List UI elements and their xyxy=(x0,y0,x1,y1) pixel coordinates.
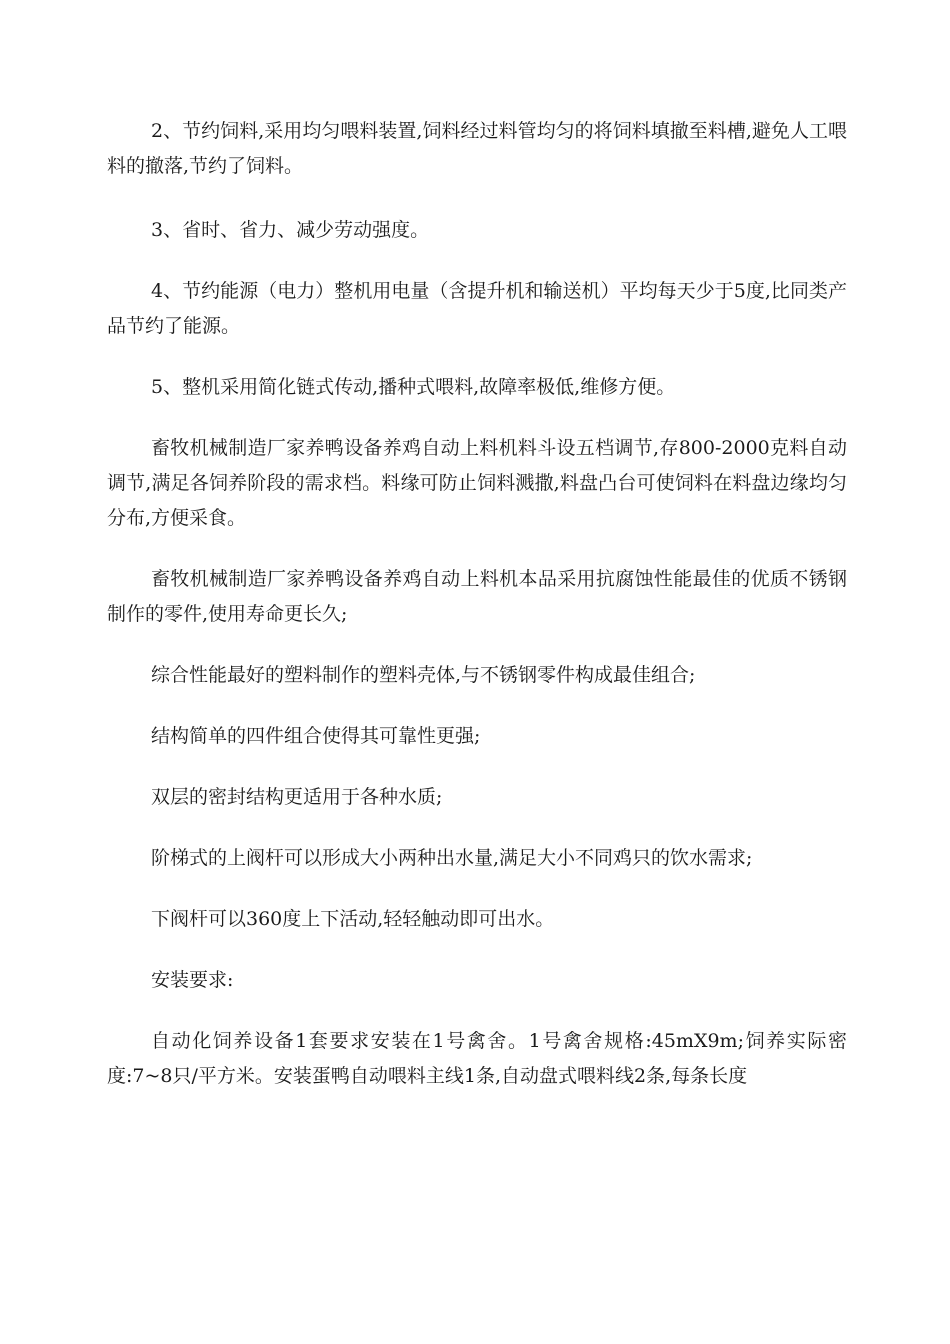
document-body xyxy=(107,114,847,1120)
paragraph-hopper-adjustment: 畜牧机械制造厂家养鸭设备养鸡自动上料机料斗设五档调节,存800-2000克料自动调节,满足各饲养阶段的需求档。料缘可防止饲料溅撒,料盘凸台可使饲料在料盘边缘均匀分布,方便采食。 xyxy=(107,437,847,529)
paragraph-four-part-structure: 结构简单的四件组合使得其可靠性更强; xyxy=(151,725,481,747)
paragraph-lower-valve: 下阀杆可以360度上下活动,轻轻触动即可出水。 xyxy=(151,908,555,930)
paragraph-labor-saving: 3、省时、省力、减少劳动强度。 xyxy=(151,219,430,241)
paragraph-chain-drive: 5、整机采用简化链式传动,播种式喂料,故障率极低,维修方便。 xyxy=(151,376,676,398)
paragraph-plastic-shell: 综合性能最好的塑料制作的塑料壳体,与不锈钢零件构成最佳组合; xyxy=(151,664,696,686)
paragraph-installation-details: 自动化饲养设备1套要求安装在1号禽舍。1号禽舍规格:45mX9m;饲养实际密度:7~8只/平方米。安装蛋鸭自动喂料主线1条,自动盘式喂料线2条,每条长度 xyxy=(107,1030,847,1087)
paragraph-installation-heading: 安装要求: xyxy=(151,969,234,991)
paragraph-energy-saving: 4、节约能源（电力）整机用电量（含提升机和输送机）平均每天少于5度,比同类产品节约了能源。 xyxy=(107,280,847,337)
paragraph-feed-saving: 2、节约饲料,采用均匀喂料装置,饲料经过料管均匀的将饲料填撤至料槽,避免人工喂料的撤落,节约了饲料。 xyxy=(107,120,847,177)
paragraph-double-seal: 双层的密封结构更适用于各种水质; xyxy=(151,786,443,808)
paragraph-upper-valve: 阶梯式的上阀杆可以形成大小两种出水量,满足大小不同鸡只的饮水需求; xyxy=(151,847,753,869)
paragraph-stainless-parts: 畜牧机械制造厂家养鸭设备养鸡自动上料机本品采用抗腐蚀性能最佳的优质不锈钢制作的零件,使用寿命更长久; xyxy=(107,568,847,625)
